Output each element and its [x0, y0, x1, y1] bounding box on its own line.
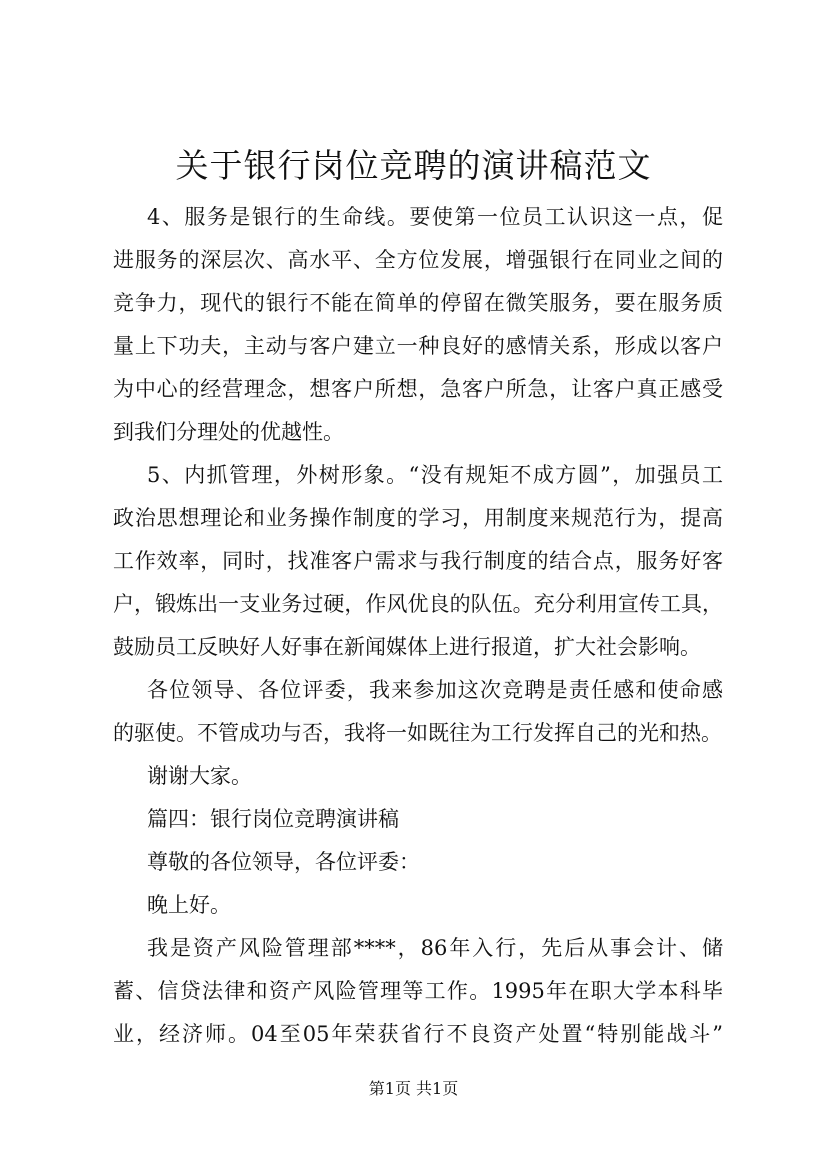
paragraph-line: 政治思想理论和业务操作制度的学习，用制度来规范行为，提高: [113, 506, 723, 530]
paragraph-line: 量上下功夫，主动与客户建立一种良好的感情关系，形成以客户: [113, 334, 723, 358]
paragraph-line: 进服务的深层次、高水平、全方位发展，增强银行在同业之间的: [113, 248, 723, 272]
paragraph-line: 5、内抓管理，外树形象。“没有规矩不成方圆”，加强员工: [147, 463, 723, 487]
paragraph-line: 竞争力，现代的银行不能在简单的停留在微笑服务，要在服务质: [113, 291, 723, 315]
paragraph-line: 蓄、信贷法律和资产风险管理等工作。1995年在职大学本科毕: [113, 979, 723, 1003]
paragraph-line: 鼓励员工反映好人好事在新闻媒体上进行报道，扩大社会影响。: [113, 635, 701, 659]
paragraph-line: 4、服务是银行的生命线。要使第一位员工认识这一点，促: [147, 205, 723, 229]
page-number-footer: 第1页 共1页: [368, 1079, 459, 1098]
paragraph-line: 到我们分理处的优越性。: [113, 420, 344, 444]
paragraph-line: 业，经济师。04至05年荣获省行不良资产处置“特别能战斗”: [113, 1022, 723, 1046]
salutation-line: 尊敬的各位领导，各位评委：: [147, 850, 420, 874]
paragraph-line: 为中心的经营理念，想客户所想，急客户所急，让客户真正感受: [113, 377, 723, 401]
paragraph-line: 谢谢大家。: [147, 764, 252, 788]
greeting-line: 晚上好。: [147, 893, 231, 917]
paragraph-line: 工作效率，同时，找准客户需求与我行制度的结合点，服务好客: [113, 549, 723, 573]
paragraph-line: 我是资产风险管理部****，86年入行，先后从事会计、储: [147, 936, 723, 960]
paragraph-line: 户，锻炼出一支业务过硬，作风优良的队伍。充分利用宣传工具，: [113, 592, 723, 616]
paragraph-line: 的驱使。不管成功与否，我将一如既往为工行发挥自己的光和热。: [113, 721, 722, 745]
paragraph-line: 各位领导、各位评委，我来参加这次竞聘是责任感和使命感: [147, 678, 723, 702]
document-title: 关于银行岗位竞聘的演讲稿范文: [175, 146, 652, 185]
document-body: [113, 196, 723, 1056]
section-heading: 篇四：银行岗位竞聘演讲稿: [147, 807, 399, 831]
